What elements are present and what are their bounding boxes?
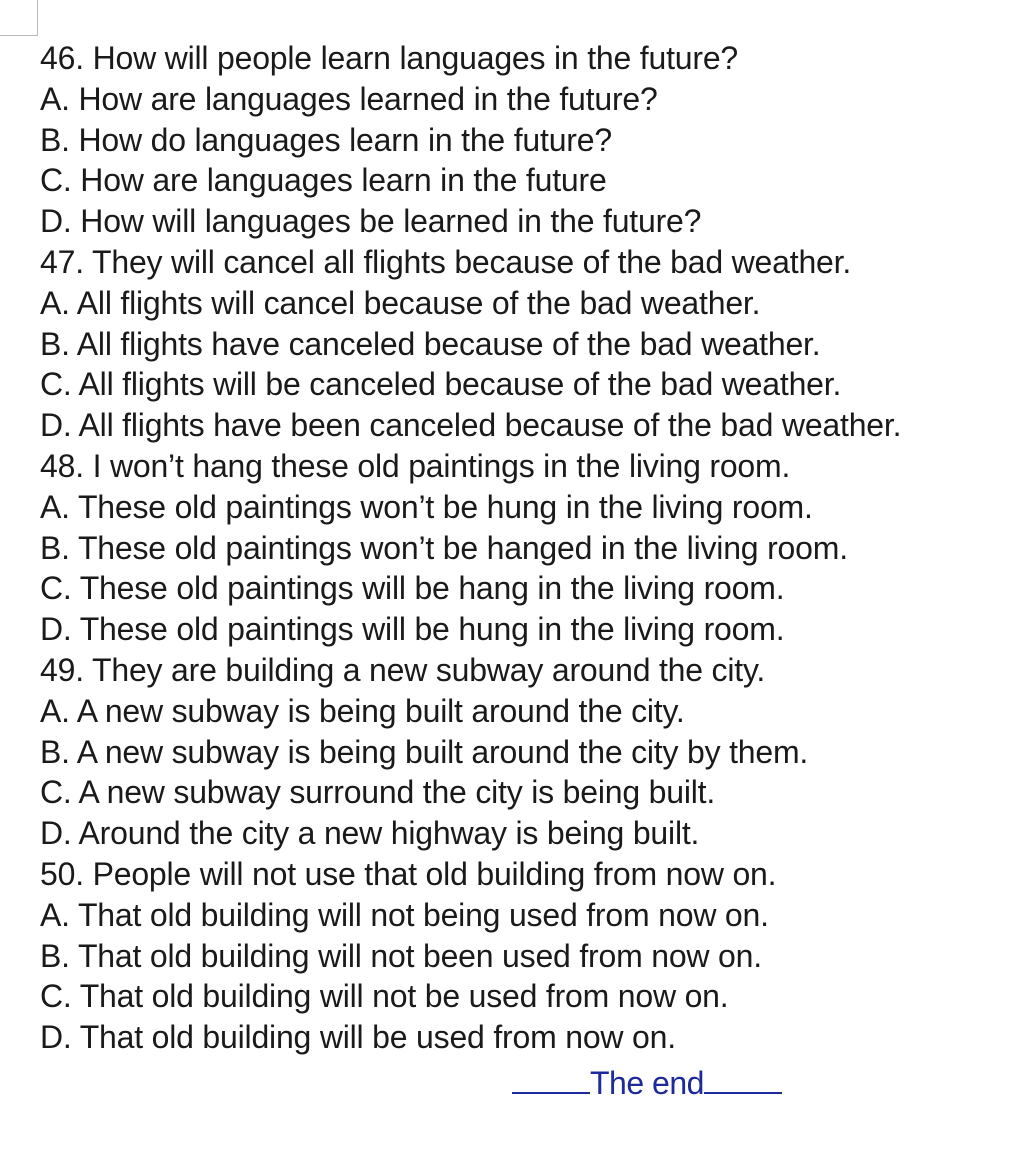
question-49-option-d: D. Around the city a new highway is being built.	[40, 815, 700, 852]
question-48-option-d: D. These old paintings will be hung in the living room.	[40, 611, 785, 648]
question-50-option-c: C. That old building will not be used from now on.	[40, 978, 729, 1015]
question-47-option-d: D. All flights have been canceled because of the bad weather.	[40, 407, 902, 444]
question-46-option-c: C. How are languages learn in the future	[40, 162, 607, 199]
question-50-option-d: D. That old building will be used from now on.	[40, 1019, 676, 1056]
footer-text: The end	[590, 1065, 704, 1101]
question-50-option-b: B. That old building will not been used from now on.	[40, 937, 762, 974]
question-49-option-a: A. A new subway is being built around the city.	[40, 692, 685, 729]
question-47-option-c: C. All flights will be canceled because of the bad weather.	[40, 366, 842, 403]
page-corner-mark	[0, 0, 38, 36]
question-49-option-c: C. A new subway surround the city is being built.	[40, 774, 716, 811]
question-48-option-c: C. These old paintings will be hang in the living room.	[40, 570, 785, 607]
question-49-option-b: B. A new subway is being built around the city by them.	[40, 733, 809, 770]
question-47-option-b: B. All flights have canceled because of the bad weather.	[40, 325, 821, 362]
footer-blank-left	[512, 1062, 590, 1094]
question-47-option-a: A. All flights will cancel because of the bad weather.	[40, 284, 761, 321]
question-47-prompt: 47. They will cancel all flights because of the bad weather.	[40, 243, 852, 280]
question-50-option-a: A. That old building will not being used from now on.	[40, 896, 769, 933]
question-50-prompt: 50. People will not use that old building from now on.	[40, 855, 777, 892]
question-46-option-a: A. How are languages learned in the future?	[40, 80, 658, 117]
the-end-footer	[512, 1062, 782, 1103]
question-46-option-d: D. How will languages be learned in the future?	[40, 203, 702, 240]
question-48-option-a: A. These old paintings won’t be hung in the living room.	[40, 488, 813, 525]
question-49-prompt: 49. They are building a new subway around the city.	[40, 651, 766, 688]
question-46-option-b: B. How do languages learn in the future?	[40, 121, 612, 158]
question-46-prompt: 46. How will people learn languages in the future?	[40, 40, 739, 76]
question-48-prompt: 48. I won’t hang these old paintings in the living room.	[40, 447, 791, 484]
question-48-option-b: B. These old paintings won’t be hanged in the living room.	[40, 529, 848, 566]
exercise-sheet	[40, 38, 1010, 1058]
footer-blank-right	[704, 1062, 782, 1094]
